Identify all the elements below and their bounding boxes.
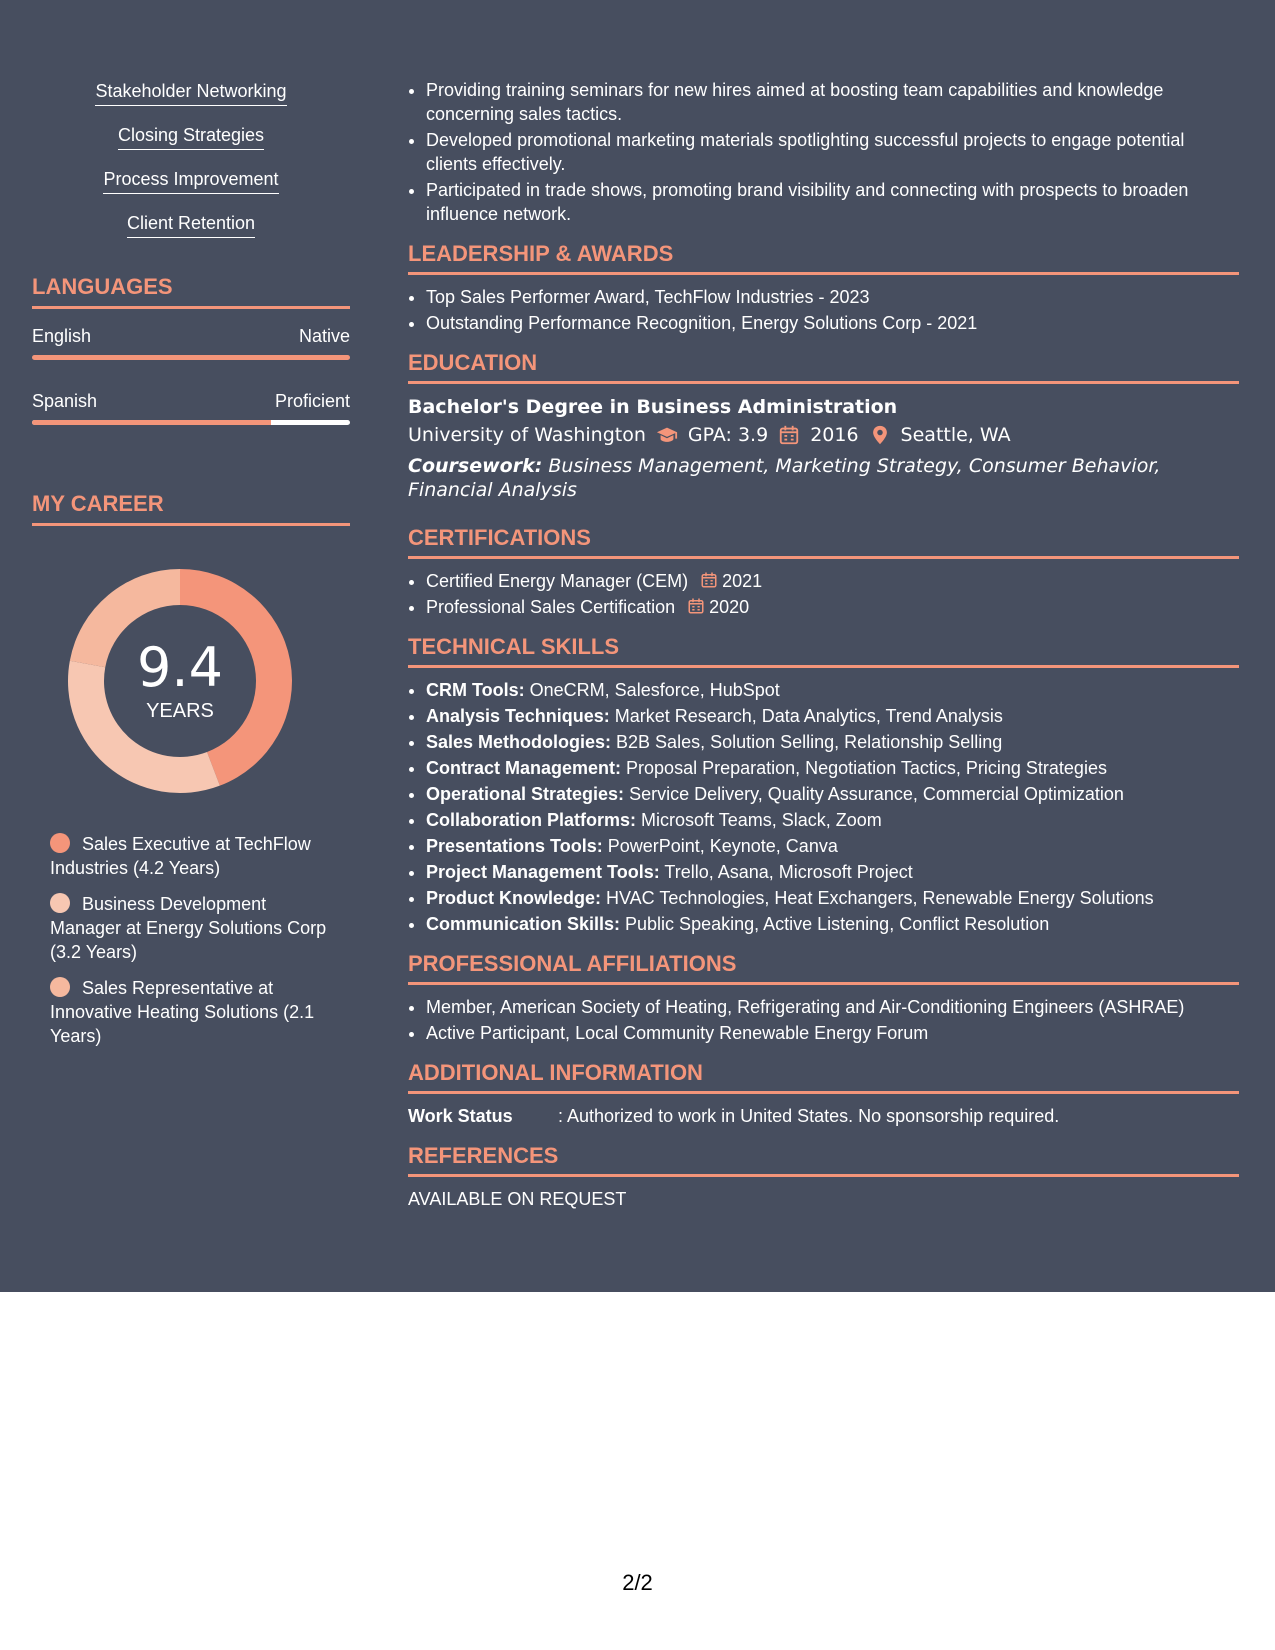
career-donut-chart [65,566,295,796]
skill-item [32,124,350,150]
technical-skill-label: Sales Methodologies: [426,732,612,752]
experience-bullets [408,78,1239,226]
career-legend [50,832,340,1048]
technical-skills-list [408,678,1239,936]
legend-dot [50,977,70,997]
certifications-section [408,524,1239,619]
technical-skill-label: Presentations Tools: [426,836,603,856]
language-bar [32,420,350,425]
experience-bullet: • Providing training seminars for new hires aimed at boosting team capabilities and knowledge concerning sales tactics. [426,78,1239,126]
language-row [32,325,350,360]
skill-item [32,168,350,194]
certifications-heading: CERTIFICATIONS [408,524,1239,559]
graduation-cap-icon [656,424,678,446]
language-level: Native [298,326,350,346]
awards-heading: LEADERSHIP & AWARDS [408,240,1239,275]
certification-item [426,595,1239,619]
technical-skill-item [426,756,1239,780]
career-section [32,491,350,1048]
technical-skill-item [426,704,1239,728]
technical-skill-item [426,678,1239,702]
additional-info-heading: ADDITIONAL INFORMATION [408,1059,1239,1094]
technical-skill-label: Project Management Tools: [426,862,660,882]
technical-skills-heading: TECHNICAL SKILLS [408,633,1239,668]
skill-link[interactable]: Stakeholder Networking [95,80,286,106]
additional-info-section [408,1059,1239,1128]
language-bar-fill [32,420,271,425]
technical-skill-label: CRM Tools: [426,680,525,700]
certification-year: 2021 [722,571,763,591]
skill-link[interactable]: Process Improvement [103,168,278,194]
career-years-unit: YEARS [146,699,214,722]
technical-skill-label: Collaboration Platforms: [426,810,637,830]
calendar-icon [778,424,800,446]
technical-skill-item [426,912,1239,936]
skill-link[interactable]: Client Retention [127,212,255,238]
sidebar [32,80,350,1060]
experience-bullet: • Participated in trade shows, promoting brand visibility and connecting with prospects to broaden influence network. [426,178,1239,226]
technical-skill-item [426,834,1239,858]
degree-title: Bachelor's Degree in Business Administration [408,396,898,418]
career-total-years: 9.4 [137,635,223,699]
award-item: • Outstanding Performance Recognition, Energy Solutions Corp - 2021 [426,311,1239,335]
technical-skill-value: OneCRM, Salesforce, HubSpot [524,680,780,700]
language-bar [32,355,350,360]
technical-skills-section [408,633,1239,936]
career-legend-text: Sales Executive at TechFlow Industries (4.2 Years) [50,834,311,878]
language-row [32,390,350,425]
work-status-value: : Authorized to work in United States. No sponsorship required. [558,1106,1060,1126]
technical-skill-label: Operational Strategies: [426,784,625,804]
skill-item [32,80,350,106]
coursework-label: Coursework: [408,455,543,477]
school-name: University of Washington [408,424,646,446]
technical-skill-item [426,782,1239,806]
affiliations-heading: PROFESSIONAL AFFILIATIONS [408,950,1239,985]
work-status [408,1104,1239,1128]
references-heading: REFERENCES [408,1142,1239,1177]
career-legend-text: Sales Representative at Innovative Heating Solutions (2.1 Years) [50,978,315,1046]
technical-skill-value: Microsoft Teams, Slack, Zoom [636,810,882,830]
language-level: Proficient [274,391,350,411]
technical-skill-value: Trello, Asana, Microsoft Project [659,862,913,882]
skill-item [32,212,350,238]
skill-link[interactable]: Closing Strategies [118,124,264,150]
technical-skill-label: Communication Skills: [426,914,621,934]
technical-skill-item [426,860,1239,884]
experience-bullet: • Developed promotional marketing materials spotlighting successful projects to engage potential clients effectively. [426,128,1239,176]
award-item: • Top Sales Performer Award, TechFlow Industries - 2023 [426,285,1239,309]
technical-skill-value: Proposal Preparation, Negotiation Tactics, Pricing Strategies [621,758,1107,778]
affiliation-item: • Active Participant, Local Community Renewable Energy Forum [426,1021,1239,1045]
work-status-label: Work Status [408,1106,513,1126]
language-name: Spanish [32,391,98,411]
calendar-icon [687,597,705,615]
certification-year: 2020 [709,597,750,617]
skill-list [32,80,350,238]
coursework [408,454,1239,502]
career-legend-item [50,832,340,880]
education-section [408,349,1239,502]
page-number: 2/2 [622,1570,653,1595]
technical-skill-item [426,730,1239,754]
references-section [408,1142,1239,1211]
technical-skill-label: Product Knowledge: [426,888,601,908]
graduation-year: 2016 [810,424,859,446]
certification-name: Certified Energy Manager (CEM) [426,571,689,591]
technical-skill-label: Analysis Techniques: [426,706,610,726]
technical-skill-value: HVAC Technologies, Heat Exchangers, Renewable Energy Solutions [601,888,1154,908]
legend-dot [50,893,70,913]
career-legend-text: Business Development Manager at Energy Solutions Corp (3.2 Years) [50,894,327,962]
language-bar-fill [32,355,350,360]
awards-section [408,240,1239,335]
legend-dot [50,833,70,853]
main-content [408,78,1239,1211]
technical-skill-value: B2B Sales, Solution Selling, Relationship Selling [611,732,1003,752]
coursework-list: Business Management, Marketing Strategy, Consumer Behavior, Financial Analysis [408,455,1161,501]
education-details [408,420,1239,450]
languages-section [32,274,350,425]
technical-skill-item [426,886,1239,910]
affiliations-section [408,950,1239,1045]
references-text: AVAILABLE ON REQUEST [408,1189,627,1209]
affiliation-item: • Member, American Society of Heating, Refrigerating and Air-Conditioning Engineers (ASHRAE) [426,995,1239,1019]
technical-skill-value: Market Research, Data Analytics, Trend Analysis [609,706,1003,726]
career-legend-item [50,892,340,964]
education-heading: EDUCATION [408,349,1239,384]
career-heading: MY CAREER [32,491,350,526]
certification-item [426,569,1239,593]
map-pin-icon [869,424,891,446]
gpa: GPA: 3.9 [687,424,769,446]
technical-skill-value: PowerPoint, Keynote, Canva [602,836,838,856]
calendar-icon [700,571,718,589]
technical-skill-item [426,808,1239,832]
technical-skill-label: Contract Management: [426,758,622,778]
language-name: English [32,326,92,346]
languages-heading: LANGUAGES [32,274,350,309]
school-location: Seattle, WA [900,424,1011,446]
technical-skill-value: Service Delivery, Quality Assurance, Commercial Optimization [624,784,1124,804]
certification-name: Professional Sales Certification [426,597,676,617]
career-legend-item [50,976,340,1048]
technical-skill-value: Public Speaking, Active Listening, Conflict Resolution [620,914,1050,934]
